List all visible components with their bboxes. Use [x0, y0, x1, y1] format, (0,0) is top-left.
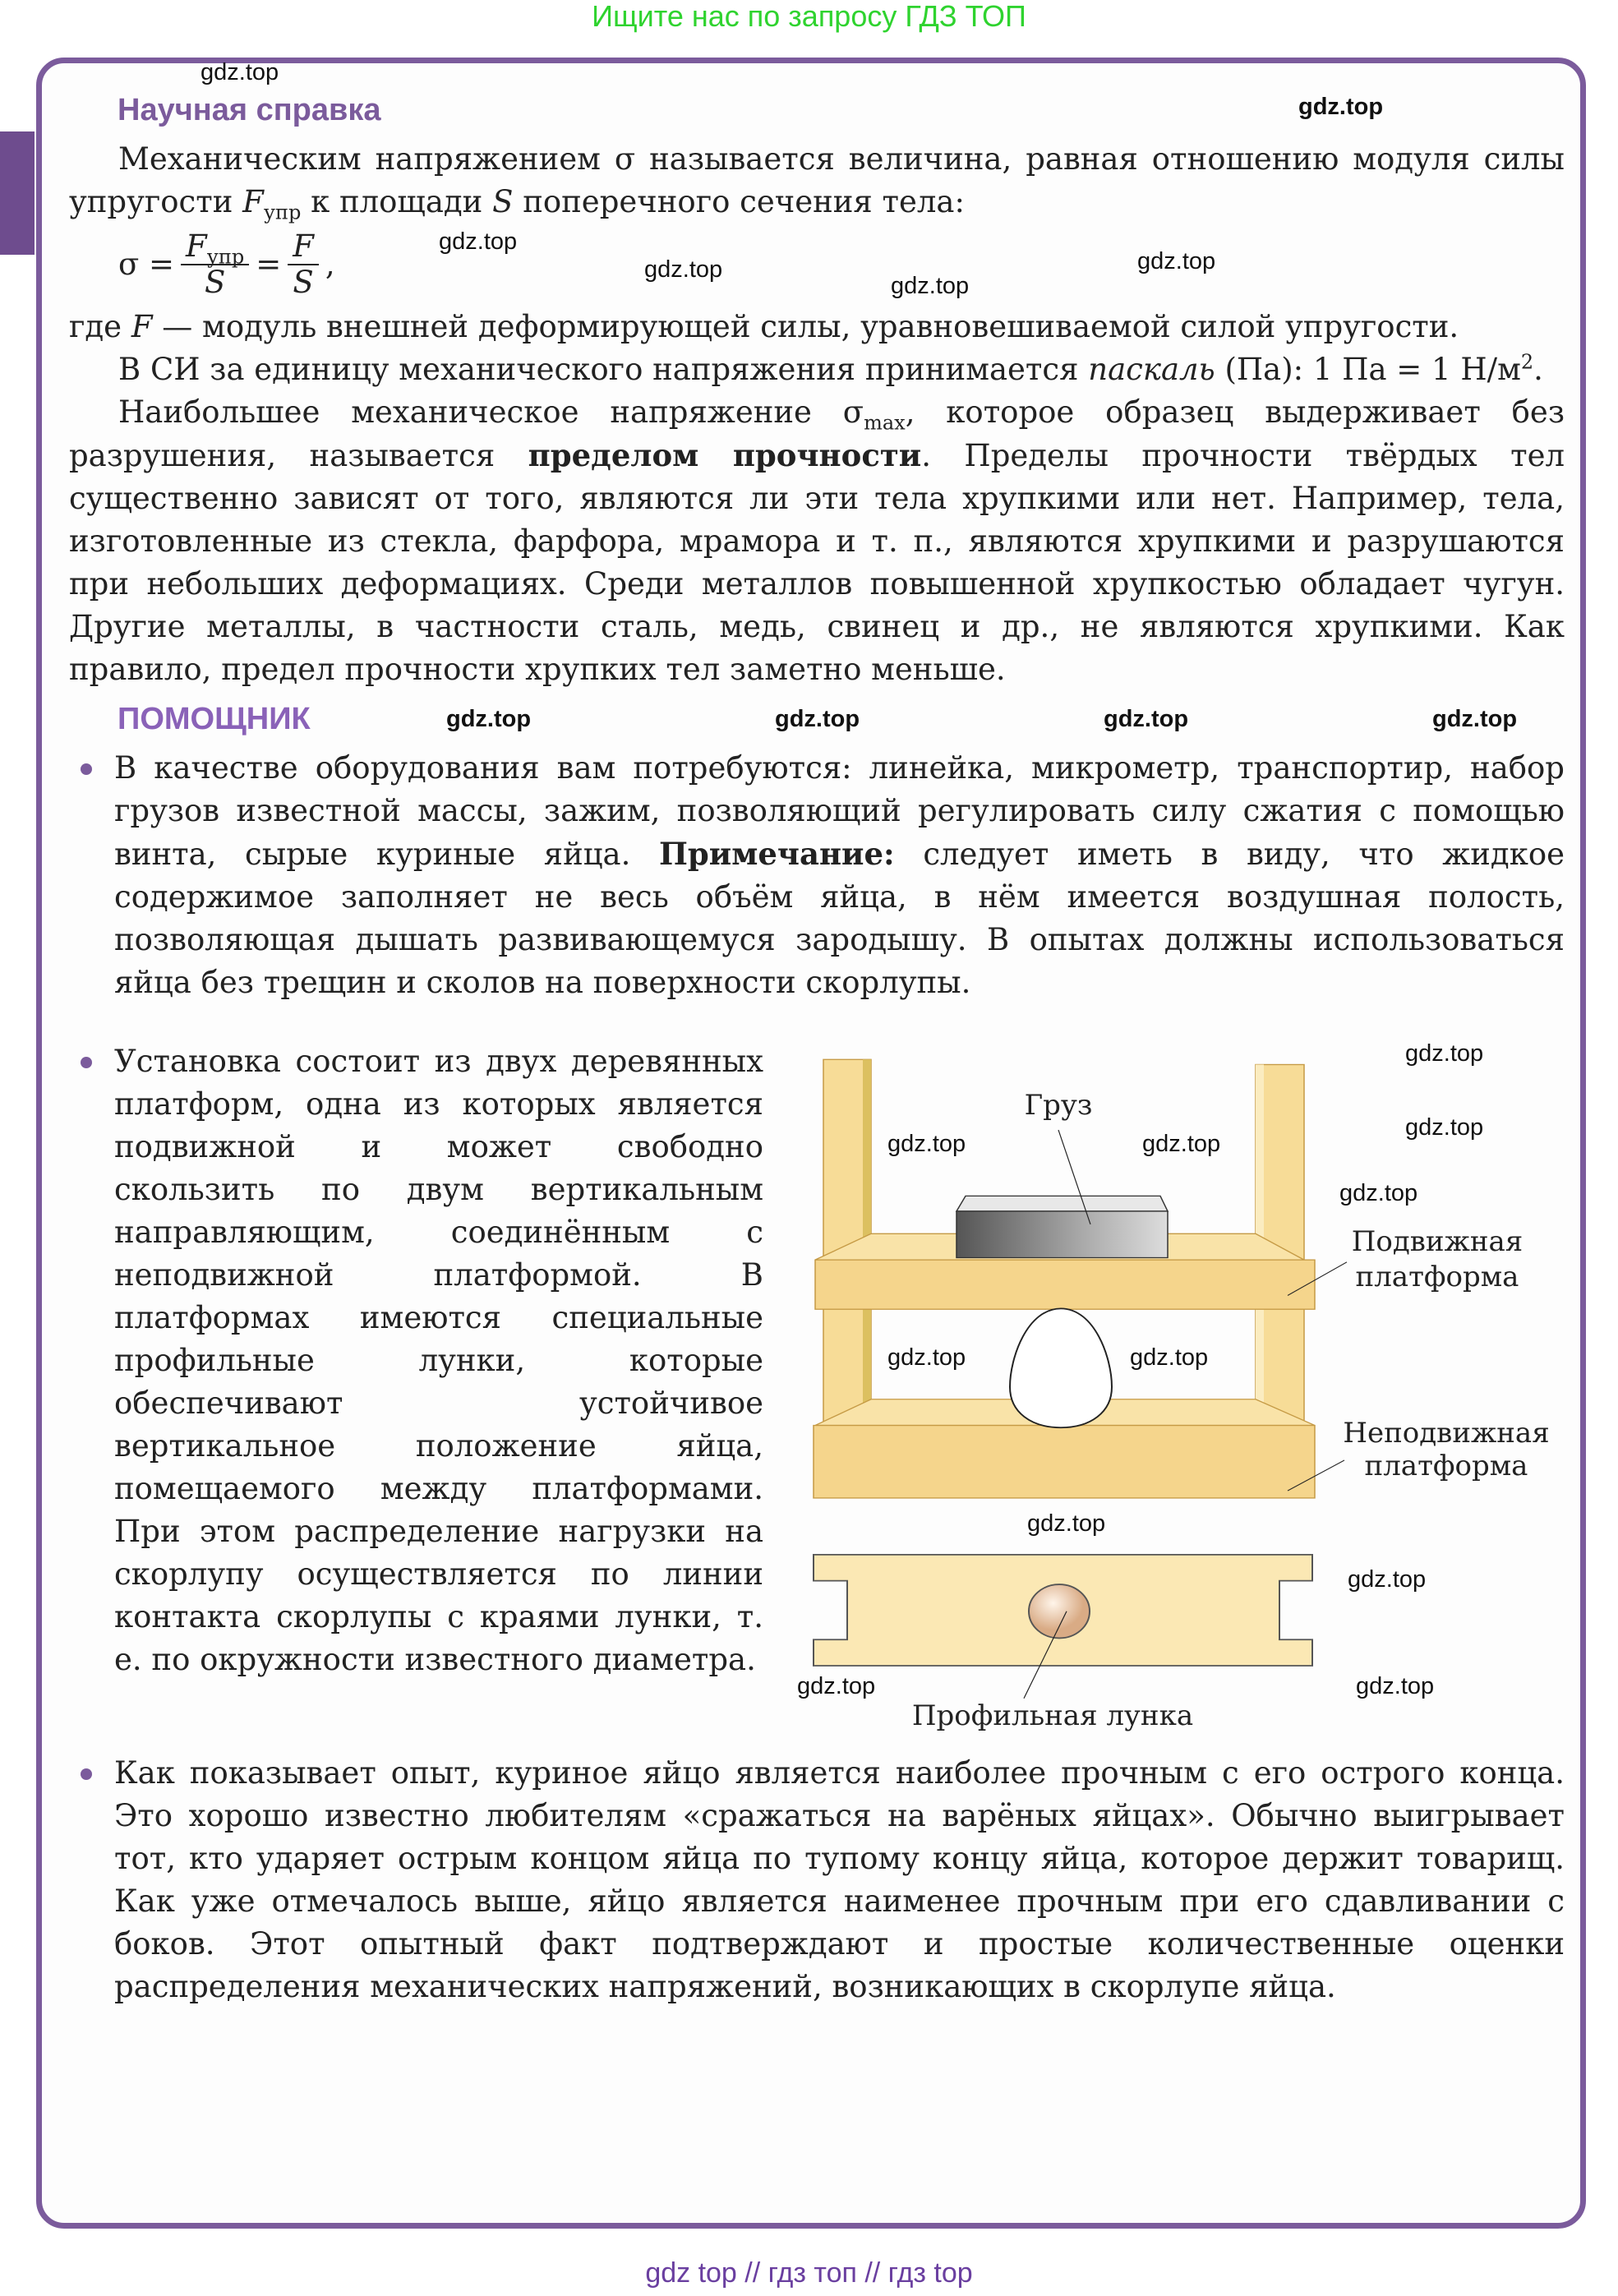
watermark: gdz.top — [1356, 1673, 1435, 1699]
watermark: gdz.top — [797, 1673, 876, 1699]
section-title-scientific-note: Научная справка gdz.top — [118, 93, 1384, 127]
watermark-bottom: gdz top // гдз топ // гдз top — [645, 2257, 973, 2289]
watermark: gdz.top — [1142, 1131, 1221, 1157]
page-edge-tab — [0, 131, 35, 255]
watermark: gdz.top — [1298, 94, 1384, 120]
section-title-helper: ПОМОЩНИК gdz.top gdz.top gdz.top gdz.top — [118, 702, 1518, 736]
paragraph-where: где F — модуль внешней деформирующей силы, уравновешиваемой силой упругости. — [69, 309, 1459, 344]
watermark: gdz.top — [1405, 1040, 1484, 1067]
bullet-equipment: В качестве оборудования вам потребуются: линейка, микрометр, транспортир, набор грузов известной массы, зажим, позволяющий регулировать силу сжатия с помощью винта, сырые куриные яйца. Примечание: следует иметь в виду, что жидкое содержимое заполняет не весь объём яйца, в нём имеется воздушная полость, позволяющая дышать развивающемуся зародышу. В опытах должны использоваться яйца без трещин и сколов на поверхности скорлупы. — [69, 747, 1565, 1004]
watermark: gdz.top — [1339, 1180, 1418, 1206]
watermark: gdz.top — [891, 273, 970, 299]
formula: σ = $\frac{F_{упр}}{S}$ = $\frac{F}{S}$ , gdz.top gdz.top gdz.top gdz.top — [118, 228, 1216, 300]
watermark: gdz.top — [439, 228, 518, 255]
movable-platform — [815, 1260, 1315, 1309]
label-hole: Профильная лунка — [911, 1699, 1194, 1732]
weight-top — [957, 1196, 1168, 1211]
watermark: gdz.top — [644, 256, 723, 283]
paragraph-strength-limit: Наибольшее механическое напряжение $\sigma_{max}$, которое образец выдерживает без разрушения, называется пределом прочности. Пределы прочности твёрдых тел существенно зависят от того, являются ли эти тела хрупкими или нет. Например, тела, изготовленные из стекла, фарфора, мрамора и т. п., являются хрупкими и разрушаются при небольших деформациях. Среди металлов повышенной хрупкостью обладает чугун. Другие металлы, в частности сталь, медь, свинец и др., не являются хрупкими. Как правило, предел прочности хрупких тел заметно меньше. — [69, 394, 1565, 687]
label-weight: Груз — [1024, 1089, 1093, 1122]
watermark-top: Ищите нас по запросу ГДЗ ТОП — [592, 0, 1026, 33]
watermark: gdz.top — [201, 59, 279, 85]
label-movable-line1: Подвижная — [1351, 1225, 1524, 1258]
bullet-setup: Установка состоит из двух деревянных платформ, одна из которых является подвижной и может свободно скользить по двум вертикальным направляющим, соединённым с неподвижной платформой. В платформах имеются специальные профильные лунки, которые обеспечивают устойчивое вертикальное положение яйца, помещаемого между платформами. При этом распределение нагрузки на скорлупу осуществляется по линии контакта скорлупы с краями лунки, т. е. по окружности известного диаметра. — [69, 1040, 763, 1739]
label-movable-line2: платформа — [1355, 1261, 1519, 1293]
profile-hole — [1029, 1584, 1090, 1638]
watermark: gdz.top — [1104, 706, 1189, 732]
watermark: gdz.top — [775, 706, 860, 732]
setup-row — [69, 1024, 1565, 1739]
page-content — [69, 89, 1565, 2008]
bullet-experiment: Как показывает опыт, куриное яйцо является наиболее прочным с его острого конца. Это хорошо известно любителям «сражаться на варёных яйцах». Обычно выигрывает тот, кто ударяет острым концом яйца по тупому концу яйца, которое держит товарищ. Как уже отмечалось выше, яйцо является наименее прочным при его сдавливании с боков. Этот опытный факт подтверждают и простые количественные оценки распределения механических напряжений, возникающих в скорлупе яйца. — [69, 1752, 1565, 2008]
egg-press-figure — [781, 1024, 1553, 1739]
fixed-platform — [814, 1426, 1315, 1498]
label-fixed-line1: Неподвижная — [1343, 1417, 1550, 1450]
watermark: gdz.top — [1027, 1510, 1106, 1537]
watermark: gdz.top — [1405, 1114, 1484, 1141]
label-fixed-line2: платформа — [1364, 1450, 1528, 1482]
bullet-dot — [81, 763, 92, 775]
paragraph-si-unit: В СИ за единицу механического напряжения принимается паскаль (Па): 1 Па = 1 $Н/м^2$. — [118, 350, 1543, 387]
watermark: gdz.top — [1432, 706, 1518, 732]
bullet-dot — [81, 1057, 92, 1068]
watermark: gdz.top — [1348, 1566, 1427, 1593]
egg — [1010, 1308, 1112, 1427]
watermark: gdz.top — [1130, 1344, 1209, 1371]
bullet-dot — [81, 1768, 92, 1780]
weight-block — [957, 1211, 1168, 1258]
watermark: gdz.top — [446, 706, 532, 732]
watermark: gdz.top — [1137, 248, 1216, 274]
paragraph-definition: Механическим напряжением σ называется величина, равная отношению модуля силы упругости $F_{упр}$ к площади S поперечного сечения тела: — [69, 141, 1565, 224]
watermark: gdz.top — [887, 1344, 966, 1371]
watermark: gdz.top — [887, 1131, 966, 1157]
